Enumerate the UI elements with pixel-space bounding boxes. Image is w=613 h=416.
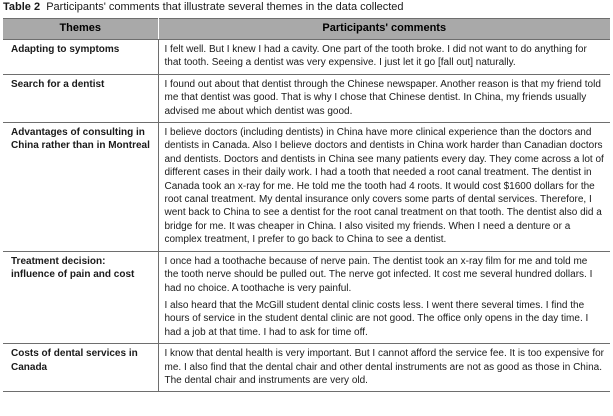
table-caption-text: Participants' comments that illustrate several themes in the data collected — [46, 1, 404, 13]
table-row — [3, 251, 610, 343]
theme-cell: Treatment decision: influence of pain and cost — [3, 251, 158, 343]
comment-text: I know that dental health is very important. But I cannot afford the service fee. It is too expensive for me. I also find that the dental chair and other dental instruments are not as good as those in China. The dental chair and instruments are very old. — [164, 348, 604, 386]
comment-cell — [158, 344, 610, 392]
comment-cell — [158, 123, 610, 252]
header-participants-comments: Participants' comments — [158, 19, 610, 40]
comment-text: I once had a toothache because of nerve pain. The dentist took an x-ray film for me and told me the tooth nerve should be pulled out. The nerve got infected. It cost me several hundred dollars. I had no choice. A toothache is very painful. — [164, 255, 593, 294]
table-row — [3, 344, 610, 392]
theme-cell: Search for a dentist — [3, 74, 158, 122]
comment-cell — [158, 74, 610, 122]
comment-text: I felt well. But I knew I had a cavity. One part of the tooth broke. I did not want to do anything for that tooth. Seeing a dentist was very expensive. I just let it go [fall out] naturally. — [164, 44, 587, 69]
theme-cell: Adapting to symptoms — [3, 40, 158, 75]
comment-cell — [158, 251, 610, 343]
table-row — [3, 123, 610, 252]
table-caption — [3, 0, 404, 14]
header-themes: Themes — [3, 19, 158, 40]
comment-text: I also heard that the McGill student dental clinic costs less. I went there several times. I find the hours of service in the student dental clinic are not good. The office only opens in the day time. I had a job at that time. I had to ask for time off. — [164, 299, 589, 338]
table-header-row — [3, 19, 610, 40]
theme-cell: Costs of dental services in Canada — [3, 344, 158, 392]
themes-table — [3, 18, 610, 392]
table-row — [3, 74, 610, 122]
comment-cell — [158, 40, 610, 75]
comment-text: I found out about that dentist through the Chinese newspaper. Another reason is that my friend told me that dentist was good. That is why I chose that Chinese dentist. In China, my friends usually advised me about which dentist was good. — [164, 78, 601, 117]
table-caption-label: Table 2 — [3, 1, 41, 13]
theme-cell: Advantages of consulting in China rather than in Montreal — [3, 123, 158, 252]
table-row — [3, 40, 610, 75]
comment-text: I believe doctors (including dentists) in China have more clinical experience than the doctors and dentists in Canada. Also I believe doctors and dentists in China work harder than Canadian doctors and dentists. Doctors and dentists in China see many patients every day. They come across a lot of different cases in their daily work. I had a tooth that needed a root canal treatment. The dentist in Canada took an x-ray for me. He told me the tooth had 4 roots. It would cost $1600 dollars for the root canal treatment. My dental insurance only covers some parts of dental services. Therefore, I went back to China to see a dentist for the root canal treatment on that tooth. The dentist also did a bridge for me. It was cheaper in China. I also visited my friends. When I need a denture or a complex treatment, I prefer to go back to China to see a dentist. — [164, 127, 604, 246]
